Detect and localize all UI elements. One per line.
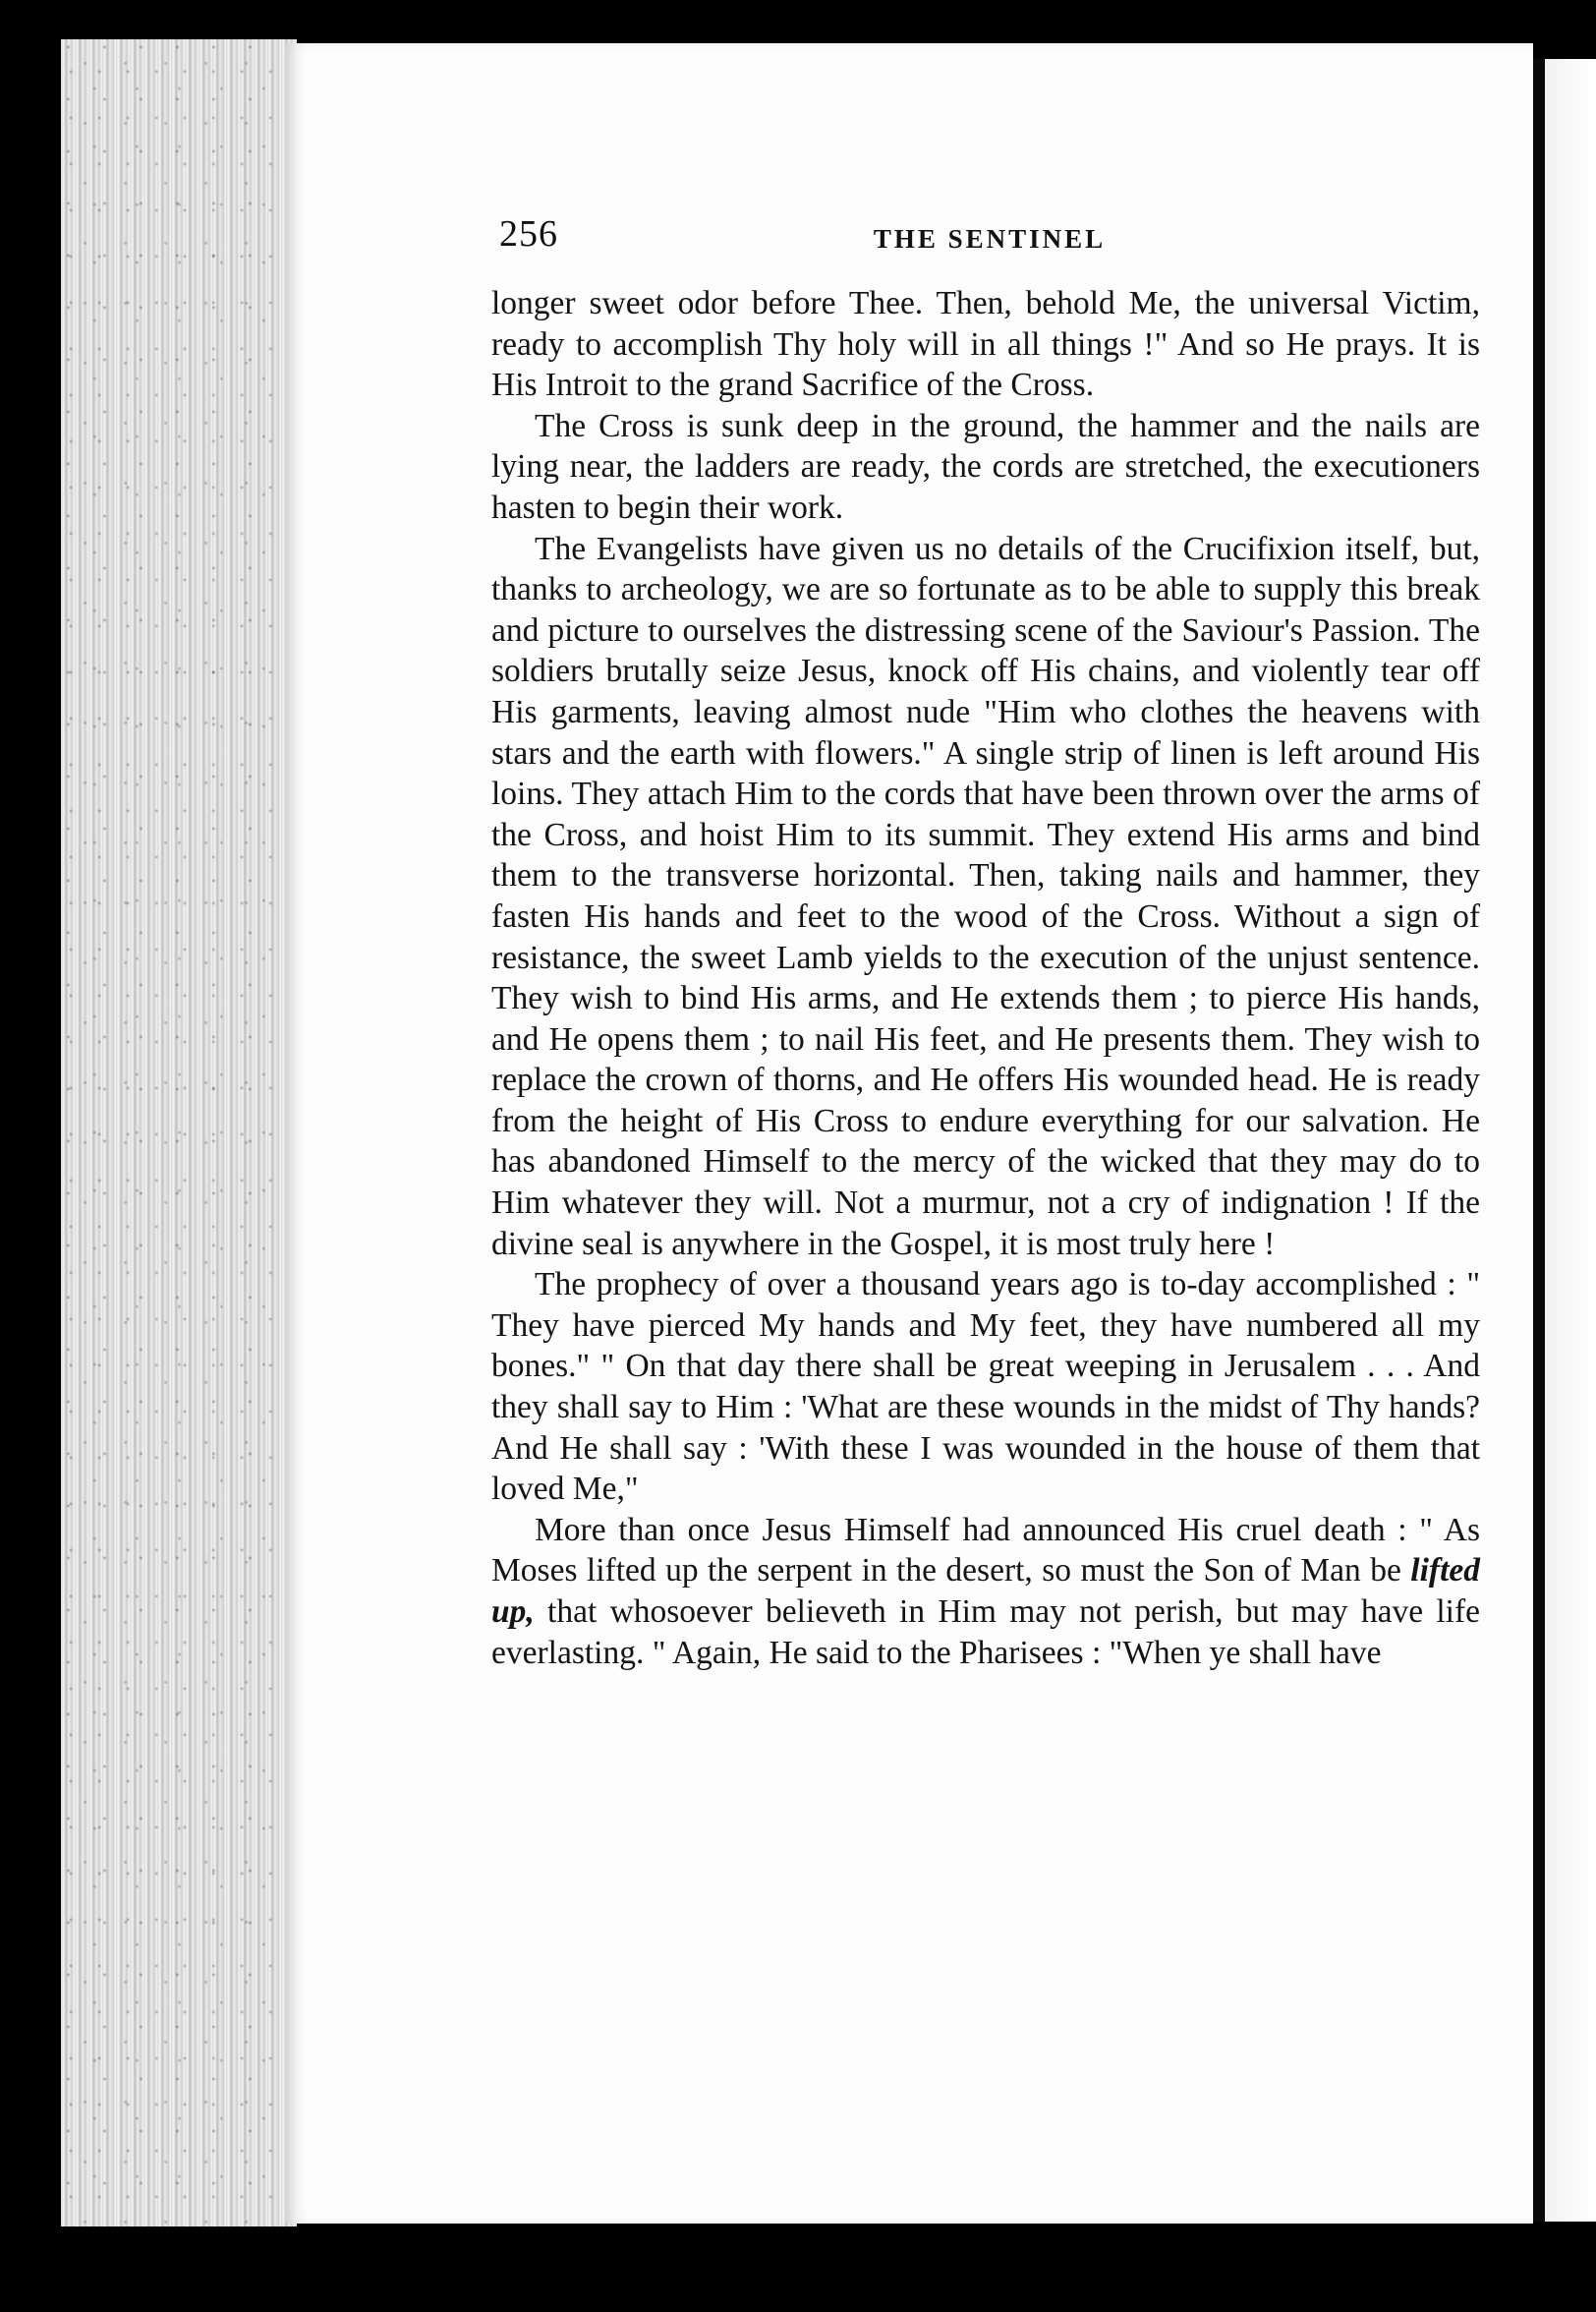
emphasis-lifted-up: lifted up, (491, 1552, 1480, 1630)
facing-page-sliver (1545, 59, 1596, 2222)
paragraph-prophecy: The prophecy of over a thousand years ago is to-day accomplished : " They have pierced My hands and My feet, they have numbered all my bones." " On that day there shall be great weeping in Jerusalem . . . And they shall say to Him : 'What are these wounds in the midst of Thy hands? And He shall say : 'With these I was wounded in the house of them that loved Me," (491, 1266, 1480, 1508)
book-page-edges (61, 39, 297, 2226)
paragraph-announcement-end: that whosoever believeth in Him may not perish, but may have life everlasting. " Again, He said to the Pharisees : "When ye shall have (491, 1593, 1480, 1671)
page-number: 256 (499, 213, 558, 255)
paragraph-cross: The Cross is sunk deep in the ground, the hammer and the nails are lying near, the ladders are ready, the cords are stretched, the executioners hasten to begin their work. (491, 407, 1480, 526)
body-text (491, 283, 1480, 1673)
paragraph-announcement (491, 1510, 1480, 1673)
running-title: THE SENTINEL (873, 224, 1107, 254)
paragraph-continued: longer sweet odor before Thee. Then, behold Me, the universal Victim, ready to accomplish Thy holy will in all things !" And so He prays. It is His Introit to the grand Sacrifice of the Cross. (491, 285, 1480, 404)
paragraph-crucifixion: The Evangelists have given us no details of the Crucifixion itself, but, thanks to archeology, we are so fortunate as to be able to supply this break and picture to ourselves the distressing scene of the Saviour's Passion. The soldiers brutally seize Jesus, knock off His chains, and violently tear off His garments, leaving almost nude "Him who clothes the heavens with stars and the earth with flowers." A single strip of linen is left around His loins. They attach Him to the cords that have been thrown over the arms of the Cross, and hoist Him to its summit. They extend His arms and bind them to the transverse horizontal. Then, taking nails and hammer, they fasten His hands and feet to the wood of the Cross. Without a sign of resistance, the sweet Lamb yields to the execution of the unjust sentence. They wish to bind His arms, and He extends them ; to pierce His hands, and He opens them ; to nail His feet, and He presents them. They wish to replace the crown of thorns, and He offers His wounded head. He is ready from the height of His Cross to endure everything for our salvation. He has abandoned Himself to the mercy of the wicked that they may do to Him whatever they will. Not a murmur, not a cry of indignation ! If the divine seal is anywhere in the Gospel, it is most truly here ! (491, 530, 1480, 1262)
facing-page-edge (1533, 59, 1596, 2222)
paragraph-announcement-start: More than once Jesus Himself had announced His cruel death : " As Moses lifted up the serpent in the desert, so must the Son of Man be (491, 1511, 1480, 1590)
page-header (499, 212, 1480, 271)
